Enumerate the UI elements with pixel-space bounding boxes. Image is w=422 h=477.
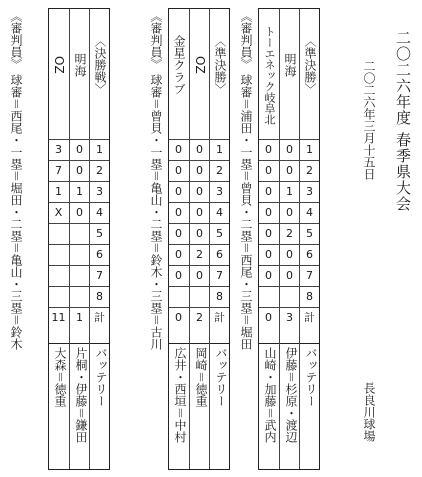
score-cell: 0 [196,164,203,177]
team-column [69,9,89,343]
score-cell: 3 [55,143,62,156]
row-divider [70,223,89,224]
score-cell: 1 [286,185,293,198]
row-divider [70,286,89,287]
row-divider [300,265,319,266]
row-divider [169,244,189,245]
row-divider [90,265,109,266]
row-divider [70,307,89,308]
game-label: 〈準決勝〉 [213,35,227,95]
row-divider [280,244,299,245]
inning-label: 4 [216,206,223,219]
score-cell: 0 [76,206,83,219]
row-divider [280,265,299,266]
label-column [209,9,229,343]
row-divider [49,139,69,140]
row-divider [70,160,89,161]
battery-label-column [299,343,319,469]
inning-label: 7 [306,269,313,282]
row-divider [280,202,299,203]
inning-label: 3 [216,185,223,198]
score-cell: 0 [175,143,182,156]
team-name: OZ [52,56,66,74]
battery-column [69,343,89,469]
row-divider [300,223,319,224]
row-divider [90,202,109,203]
battery-team-2: 大森＝徳重 [53,347,67,408]
score-cell: 0 [265,143,272,156]
row-divider [259,160,279,161]
row-divider [300,181,319,182]
row-divider [300,244,319,245]
tournament-venue: 長良川球場 [362,382,376,442]
inning-label: 1 [306,143,313,156]
label-column [299,9,319,343]
score-cell: 0 [265,311,272,324]
row-divider [49,160,69,161]
score-cell: 0 [265,227,272,240]
row-divider [49,223,69,224]
umpire-line: 《審判員》 球審＝浦田・一塁＝曾貝・二塁＝西尾・三塁＝堀田 [239,10,253,350]
row-divider [70,265,89,266]
row-divider [190,139,209,140]
row-divider [169,160,189,161]
row-divider [190,244,209,245]
inning-label: 3 [306,185,313,198]
row-divider [90,307,109,308]
row-divider [49,307,69,308]
battery-column [279,343,299,469]
umpire-line: 《審判員》 球審＝西尾・一塁＝堀田・二塁＝亀山・三塁＝鈴木 [9,10,23,350]
score-cell: 0 [196,269,203,282]
row-divider [210,139,229,140]
score-cell: 1 [76,185,83,198]
row-divider [280,223,299,224]
row-divider [70,139,89,140]
battery-column [259,343,279,469]
row-divider [210,202,229,203]
row-divider [90,160,109,161]
row-divider [49,286,69,287]
battery-team-2: 岡崎＝徳重 [194,347,208,408]
inning-label: 1 [96,143,103,156]
battery-label: バッテリー [214,347,228,407]
score-cell: 0 [196,185,203,198]
row-divider [169,265,189,266]
row-divider [259,244,279,245]
scoreboard [168,8,230,344]
battery-block [258,343,320,470]
score-cell: 0 [175,248,182,261]
battery-team-1: 片桐・伊藤＝鎌田 [74,347,88,444]
battery-team-1: 山崎・加藤＝武内 [263,347,277,444]
score-cell: 0 [76,164,83,177]
row-divider [300,202,319,203]
row-divider [190,307,209,308]
score-cell: 3 [286,311,293,324]
score-cell: 0 [265,164,272,177]
row-divider [259,286,279,287]
scoreboard [48,8,110,344]
inning-label: 2 [216,164,223,177]
score-cell: 0 [196,143,203,156]
battery-block [48,343,110,470]
inning-label: 計 [304,311,315,324]
row-divider [190,223,209,224]
score-cell: 2 [196,248,203,261]
battery-label: バッテリー [94,347,108,407]
row-divider [90,286,109,287]
score-cell: 11 [51,311,66,324]
row-divider [300,139,319,140]
score-cell: 0 [286,248,293,261]
team-name: 明海 [73,53,87,77]
inning-label: 2 [96,164,103,177]
team-name: 明海 [283,53,297,77]
score-cell: 0 [196,227,203,240]
row-divider [169,181,189,182]
score-cell: 0 [265,269,272,282]
row-divider [259,265,279,266]
inning-label: 計 [214,311,225,324]
score-cell: 2 [196,311,203,324]
tournament-date: 二〇二六年三月十五日 [362,60,376,180]
score-cell: 2 [286,227,293,240]
row-divider [190,286,209,287]
game-label: 〈準決勝〉 [303,35,317,95]
inning-label: 4 [96,206,103,219]
score-cell: 0 [196,206,203,219]
row-divider [280,286,299,287]
score-cell: 0 [265,185,272,198]
row-divider [90,223,109,224]
score-cell: 0 [265,248,272,261]
inning-label: 5 [306,227,313,240]
row-divider [190,181,209,182]
team-column [279,9,299,343]
row-divider [49,244,69,245]
row-divider [300,286,319,287]
row-divider [280,160,299,161]
row-divider [259,202,279,203]
inning-label: 7 [96,269,103,282]
row-divider [210,181,229,182]
row-divider [49,265,69,266]
inning-label: 計 [94,311,105,324]
row-divider [210,307,229,308]
row-divider [169,139,189,140]
row-divider [49,202,69,203]
score-cell: 0 [175,227,182,240]
label-column [89,9,109,343]
team-name: OZ [193,56,207,74]
row-divider [259,139,279,140]
inning-label: 4 [306,206,313,219]
team-column [169,9,189,343]
row-divider [210,265,229,266]
score-cell: X [54,206,63,219]
battery-label-column [209,343,229,469]
row-divider [210,223,229,224]
row-divider [210,160,229,161]
team-column [49,9,69,343]
score-cell: 7 [55,164,62,177]
game-label: 〈決勝戦〉 [93,35,107,95]
row-divider [90,244,109,245]
row-divider [210,286,229,287]
team-name: トーエネック岐阜北 [263,25,276,125]
score-cell: 0 [265,206,272,219]
score-cell: 0 [286,269,293,282]
row-divider [70,244,89,245]
score-cell: 0 [286,164,293,177]
battery-column [169,343,189,469]
row-divider [259,307,279,308]
scoreboard [258,8,320,344]
battery-block [168,343,230,470]
inning-label: 2 [306,164,313,177]
inning-label: 8 [216,290,223,303]
inning-label: 8 [96,290,103,303]
score-cell: 0 [286,143,293,156]
battery-team-2: 伊藤＝杉原・渡辺 [284,347,298,444]
score-cell: 1 [76,311,83,324]
inning-label: 3 [96,185,103,198]
score-cell: 0 [286,206,293,219]
row-divider [210,244,229,245]
tournament-title: 二〇二六年度 春季県大会 [394,30,412,212]
battery-column [49,343,69,469]
battery-label: バッテリー [304,347,318,407]
score-cell: 0 [175,206,182,219]
inning-label: 6 [306,248,313,261]
score-cell: 0 [175,185,182,198]
team-name: 金星クラブ [172,35,186,95]
row-divider [190,265,209,266]
team-column [259,9,279,343]
row-divider [300,160,319,161]
row-divider [280,139,299,140]
row-divider [259,181,279,182]
row-divider [169,307,189,308]
row-divider [49,181,69,182]
row-divider [169,286,189,287]
row-divider [169,223,189,224]
inning-label: 7 [216,269,223,282]
battery-label-column [89,343,109,469]
row-divider [190,202,209,203]
inning-label: 1 [216,143,223,156]
battery-column [189,343,209,469]
team-column [189,9,209,343]
row-divider [280,307,299,308]
inning-label: 6 [216,248,223,261]
inning-label: 5 [96,227,103,240]
row-divider [280,181,299,182]
row-divider [259,223,279,224]
row-divider [169,202,189,203]
score-cell: 1 [55,185,62,198]
row-divider [190,160,209,161]
row-divider [300,307,319,308]
inning-label: 6 [96,248,103,261]
row-divider [70,202,89,203]
battery-team-1: 広井・西垣＝中村 [173,347,187,444]
inning-label: 8 [306,290,313,303]
score-cell: 0 [175,164,182,177]
score-cell: 0 [175,311,182,324]
inning-label: 5 [216,227,223,240]
row-divider [90,139,109,140]
score-cell: 0 [175,269,182,282]
row-divider [90,181,109,182]
score-cell: 0 [76,143,83,156]
umpire-line: 《審判員》 球審＝曾貝・一塁＝亀山・二塁＝鈴木・三塁＝古川 [149,10,163,350]
row-divider [70,181,89,182]
